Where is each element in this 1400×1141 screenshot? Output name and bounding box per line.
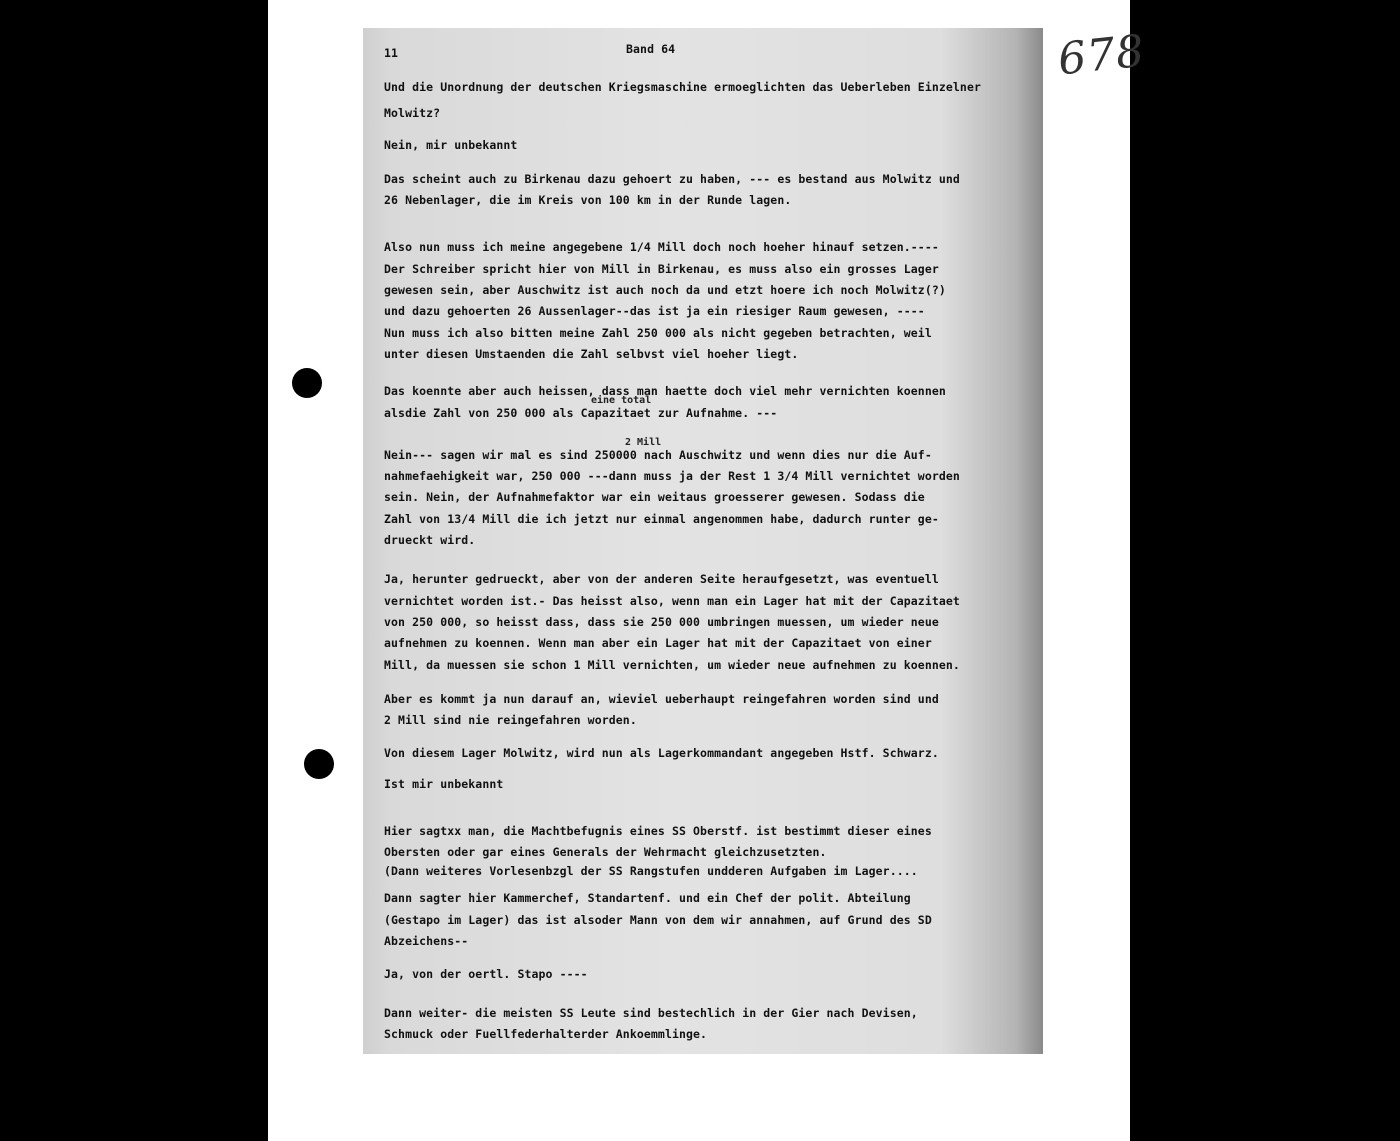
text-line: Das scheint auch zu Birkenau dazu gehoert zu haben, --- es bestand aus Molwitz und <box>384 172 960 186</box>
text-line: Dann sagter hier Kammerchef, Standartenf. und ein Chef der polit. Abteilung <box>384 891 911 905</box>
text-line: Abzeichens-- <box>384 934 469 948</box>
text-line: Also nun muss ich meine angegebene 1/4 Mill doch noch hoeher hinauf setzen.---- <box>384 240 939 254</box>
text-line: Nein--- sagen wir mal es sind 250000 nach Auschwitz und wenn dies nur die Auf- <box>384 448 932 462</box>
text-line: Und die Unordnung der deutschen Kriegsmaschine ermoeglichten das Ueberleben Einzelner <box>384 80 982 94</box>
text-line: Von diesem Lager Molwitz, wird nun als Lagerkommandant angegeben Hstf. Schwarz. <box>384 746 939 760</box>
text-line: aufnehmen zu koennen. Wenn man aber ein Lager hat mit der Capazitaet von einer <box>384 636 932 650</box>
text-line: Nein, mir unbekannt <box>384 138 518 152</box>
text-line: Ja, von der oertl. Stapo ---- <box>384 967 588 981</box>
interlinear-note: 2 Mill <box>625 437 662 448</box>
punch-hole <box>304 749 334 779</box>
text-line: unter diesen Umstaenden die Zahl selbvst viel hoeher liegt. <box>384 347 799 361</box>
text-line: alsdie Zahl von 250 000 als Capazitaet zur Aufnahme. --- <box>384 406 778 420</box>
text-line: drueckt wird. <box>384 533 476 547</box>
text-line: Schmuck oder Fuellfederhalterder Ankoemmlinge. <box>384 1027 708 1041</box>
text-line: (Gestapo im Lager) das ist alsoder Mann von dem wir annahmen, auf Grund des SD <box>384 913 932 927</box>
text-line: Der Schreiber spricht hier von Mill in Birkenau, es muss also ein grosses Lager <box>384 262 939 276</box>
text-line: Dann weiter- die meisten SS Leute sind bestechlich in der Gier nach Devisen, <box>384 1006 918 1020</box>
interlinear-note: eine total <box>591 395 652 406</box>
text-line: Ist mir unbekannt <box>384 777 504 791</box>
page-number: 11 <box>384 46 399 60</box>
handwritten-page-number: 678 <box>1055 25 1148 86</box>
text-line: vernichtet worden ist.- Das heisst also, wenn man ein Lager hat mit der Capazitaet <box>384 594 960 608</box>
text-line: Molwitz? <box>384 106 441 120</box>
text-line: von 250 000, so heisst dass, dass sie 250 000 umbringen muessen, um wieder neue <box>384 615 939 629</box>
text-line: gewesen sein, aber Auschwitz ist auch noch da und etzt hoere ich noch Molwitz(?) <box>384 283 946 297</box>
text-line: nahmefaehigkeit war, 250 000 ---dann muss ja der Rest 1 3/4 Mill vernichtet worden <box>384 469 960 483</box>
text-line: Mill, da muessen sie schon 1 Mill vernichten, um wieder neue aufnehmen zu koennen. <box>384 658 960 672</box>
text-line: 2 Mill sind nie reingefahren worden. <box>384 713 637 727</box>
text-line: Das koennte aber auch heissen, dass man haette doch viel mehr vernichten koennen <box>384 384 946 398</box>
text-line: Hier sagtxx man, die Machtbefugnis eines SS Oberstf. ist bestimmt dieser eines <box>384 824 932 838</box>
volume-label: Band 64 <box>626 42 676 56</box>
typed-page <box>363 28 1043 1054</box>
text-line: (Dann weiteres Vorlesenbzgl der SS Rangstufen undderen Aufgaben im Lager.... <box>384 864 918 878</box>
text-line: sein. Nein, der Aufnahmefaktor war ein weitaus groesserer gewesen. Sodass die <box>384 490 925 504</box>
text-line: Obersten oder gar eines Generals der Wehrmacht gleichzusetzten. <box>384 845 827 859</box>
text-line: und dazu gehoerten 26 Aussenlager--das ist ja ein riesiger Raum gewesen, ---- <box>384 304 925 318</box>
text-line: Zahl von 13/4 Mill die ich jetzt nur einmal angenommen habe, dadurch runter ge- <box>384 512 939 526</box>
text-line: Ja, herunter gedrueckt, aber von der anderen Seite heraufgesetzt, was eventuell <box>384 572 939 586</box>
text-line: Nun muss ich also bitten meine Zahl 250 000 als nicht gegeben betrachten, weil <box>384 326 932 340</box>
punch-hole <box>292 368 322 398</box>
text-line: Aber es kommt ja nun darauf an, wieviel ueberhaupt reingefahren worden sind und <box>384 692 939 706</box>
text-line: 26 Nebenlager, die im Kreis von 100 km in der Runde lagen. <box>384 193 792 207</box>
